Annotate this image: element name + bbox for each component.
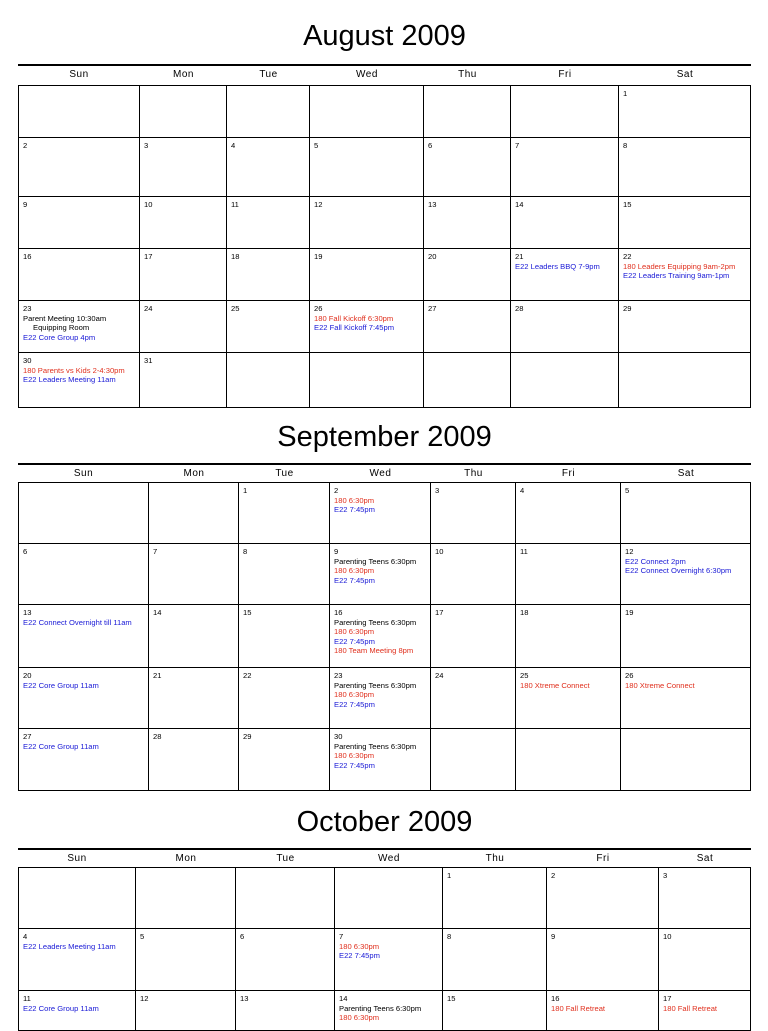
calendar-event[interactable]: 180 Fall Kickoff 6:30pm	[314, 313, 394, 323]
day-number: 16	[23, 252, 32, 261]
day-number: 8	[623, 141, 628, 150]
day-number: 4	[23, 932, 28, 941]
day-number: 1	[447, 871, 452, 880]
day-cell[interactable]	[335, 868, 443, 929]
day-number: 11	[231, 200, 239, 209]
calendar-event[interactable]: Equipping Room	[33, 323, 90, 333]
month-title: September 2009	[277, 421, 492, 453]
day-number: 13	[428, 200, 437, 209]
day-cell[interactable]	[149, 605, 239, 668]
day-cell[interactable]	[619, 86, 751, 138]
day-cell[interactable]	[19, 929, 136, 991]
day-number: 3	[144, 141, 149, 150]
day-number: 30	[23, 356, 32, 365]
day-cell[interactable]	[621, 483, 751, 544]
calendar-event[interactable]: E22 7:45pm	[334, 636, 375, 646]
calendar-event[interactable]: E22 7:45pm	[334, 575, 375, 585]
calendar-event[interactable]: 180 Fall Retreat	[551, 1003, 606, 1013]
day-cell[interactable]	[424, 197, 511, 249]
day-number: 11	[23, 994, 31, 1003]
day-number: 13	[23, 608, 32, 617]
week-row	[19, 197, 751, 249]
day-number: 26	[625, 671, 634, 680]
day-number: 24	[144, 304, 153, 313]
weekday-header	[18, 848, 751, 868]
day-cell[interactable]	[431, 729, 516, 791]
day-cell[interactable]	[140, 86, 227, 138]
weekday-label: Sat	[696, 853, 714, 864]
day-cell[interactable]	[19, 605, 149, 668]
calendar-event[interactable]: 180 6:30pm	[334, 566, 375, 576]
day-number: 7	[515, 141, 520, 150]
weekday-label: Sun	[73, 468, 94, 479]
weekday-label: Mon	[183, 468, 205, 479]
day-cell[interactable]	[140, 353, 227, 408]
day-cell[interactable]	[547, 991, 659, 1031]
day-number: 5	[314, 141, 319, 150]
calendar-event[interactable]: 180 6:30pm	[334, 627, 375, 637]
week-row	[19, 301, 751, 353]
calendar-event[interactable]: E22 7:45pm	[334, 699, 375, 709]
calendar-event[interactable]: E22 Core Group 4pm	[23, 332, 96, 342]
day-number: 1	[243, 486, 248, 495]
day-cell[interactable]	[236, 991, 335, 1031]
day-cell[interactable]	[136, 929, 236, 991]
calendar-month	[18, 22, 751, 407]
week-row	[19, 929, 751, 991]
day-number: 13	[240, 994, 249, 1003]
weekday-label: Thu	[464, 468, 483, 479]
day-cell[interactable]	[443, 991, 547, 1031]
day-number: 10	[663, 932, 672, 941]
day-number: 20	[23, 671, 32, 680]
calendar-grid	[18, 85, 751, 408]
day-cell[interactable]	[227, 197, 310, 249]
day-number: 2	[334, 486, 339, 495]
calendar-grid	[18, 482, 751, 791]
day-cell[interactable]	[547, 929, 659, 991]
day-number: 16	[334, 608, 343, 617]
day-number: 2	[23, 141, 28, 150]
weekday-label: Tue	[259, 69, 278, 80]
day-cell[interactable]	[239, 729, 330, 791]
day-cell[interactable]	[19, 483, 149, 544]
day-cell[interactable]	[310, 138, 424, 197]
day-number: 9	[23, 200, 28, 209]
calendar-event[interactable]: 180 6:30pm	[339, 1013, 380, 1023]
day-number: 18	[231, 252, 240, 261]
day-cell[interactable]	[239, 605, 330, 668]
calendar-event[interactable]: E22 Fall Kickoff 7:45pm	[314, 323, 395, 333]
day-cell[interactable]	[19, 138, 140, 197]
day-number: 17	[435, 608, 444, 617]
calendar-event[interactable]: E22 7:45pm	[334, 760, 375, 770]
week-row	[19, 544, 751, 605]
day-number: 24	[435, 671, 444, 680]
day-cell[interactable]	[19, 729, 149, 791]
day-cell[interactable]	[330, 668, 431, 729]
day-cell[interactable]	[140, 301, 227, 353]
day-cell[interactable]	[511, 197, 619, 249]
day-cell[interactable]	[516, 483, 621, 544]
day-number: 28	[153, 732, 162, 741]
weekday-label: Tue	[275, 468, 294, 479]
day-number: 9	[551, 932, 556, 941]
day-number: 25	[231, 304, 240, 313]
day-number: 5	[625, 486, 630, 495]
day-cell[interactable]	[431, 668, 516, 729]
day-cell[interactable]	[659, 929, 751, 991]
day-cell[interactable]	[516, 729, 621, 791]
weekday-label: Sun	[69, 69, 89, 80]
day-number: 6	[240, 932, 245, 941]
day-cell[interactable]	[239, 483, 330, 544]
calendar-event[interactable]: Parenting Teens 6:30pm	[334, 680, 417, 690]
day-cell[interactable]	[140, 249, 227, 301]
day-number: 1	[623, 89, 628, 98]
week-row	[19, 668, 751, 729]
day-cell[interactable]	[19, 668, 149, 729]
weekday-label: Thu	[458, 69, 477, 80]
day-number: 15	[447, 994, 456, 1003]
day-number: 27	[428, 304, 437, 313]
month-title: August 2009	[303, 20, 466, 52]
weekday-label: Tue	[276, 853, 295, 864]
calendar-event[interactable]: 180 Xtreme Connect	[520, 680, 590, 690]
calendar-event[interactable]: Parenting Teens 6:30pm	[334, 556, 417, 566]
day-cell[interactable]	[136, 991, 236, 1031]
week-row	[19, 729, 751, 791]
calendar-event[interactable]: E22 Leaders BBQ 7-9pm	[515, 261, 600, 271]
day-cell[interactable]	[19, 197, 140, 249]
day-number: 16	[551, 994, 560, 1003]
calendar-event[interactable]: Parent Meeting 10:30am	[23, 313, 107, 323]
day-cell[interactable]	[236, 868, 335, 929]
calendar-event[interactable]: 180 6:30pm	[339, 941, 380, 951]
weekday-label: Fri	[561, 468, 576, 479]
calendar-event[interactable]: Parenting Teens 6:30pm	[334, 617, 417, 627]
day-cell[interactable]	[621, 729, 751, 791]
day-cell[interactable]	[19, 301, 140, 353]
calendar-event[interactable]: 180 6:30pm	[334, 690, 375, 700]
day-cell[interactable]	[424, 249, 511, 301]
day-number: 7	[153, 547, 158, 556]
calendar-month	[18, 808, 751, 1030]
day-cell[interactable]	[310, 353, 424, 408]
day-number: 30	[334, 732, 343, 741]
week-row	[19, 138, 751, 197]
calendar-event[interactable]: E22 Core Group 11am	[23, 741, 99, 751]
day-number: 14	[153, 608, 162, 617]
day-cell[interactable]	[431, 544, 516, 605]
day-cell[interactable]	[431, 605, 516, 668]
calendar-event[interactable]: 180 Team Meeting 8pm	[334, 646, 414, 656]
day-cell[interactable]	[140, 197, 227, 249]
day-cell[interactable]	[424, 86, 511, 138]
calendar-event[interactable]: E22 Core Group 11am	[23, 1003, 99, 1013]
weekday-label: Sat	[677, 468, 695, 479]
week-row	[19, 86, 751, 138]
day-cell[interactable]	[227, 249, 310, 301]
weekday-label: Fri	[596, 853, 610, 864]
calendar-event[interactable]: 180 6:30pm	[334, 495, 375, 505]
calendar-event[interactable]: 180 Xtreme Connect	[625, 680, 695, 690]
day-cell[interactable]	[619, 249, 751, 301]
day-cell[interactable]	[511, 86, 619, 138]
day-number: 10	[144, 200, 153, 209]
day-cell[interactable]	[330, 605, 431, 668]
calendar-event[interactable]: E22 Connect Overnight till 11am	[23, 617, 132, 627]
calendar-month	[18, 423, 751, 790]
day-number: 3	[663, 871, 668, 880]
day-number: 14	[339, 994, 348, 1003]
day-cell[interactable]	[547, 868, 659, 929]
calendar-event[interactable]: 180 Leaders Equipping 9am-2pm	[623, 261, 736, 271]
weekday-label: Sat	[676, 69, 694, 80]
day-number: 10	[435, 547, 444, 556]
day-cell[interactable]	[140, 138, 227, 197]
day-cell[interactable]	[310, 249, 424, 301]
calendar-event[interactable]: 180 6:30pm	[334, 751, 375, 761]
day-cell[interactable]	[443, 929, 547, 991]
calendar-event[interactable]: E22 7:45pm	[339, 951, 380, 961]
day-cell[interactable]	[19, 544, 149, 605]
day-number: 9	[334, 547, 339, 556]
day-cell[interactable]	[424, 138, 511, 197]
day-number: 26	[314, 304, 323, 313]
day-cell[interactable]	[335, 991, 443, 1031]
day-cell[interactable]	[310, 197, 424, 249]
calendar-event[interactable]: E22 Core Group 11am	[23, 680, 99, 690]
day-number: 21	[515, 252, 524, 261]
day-cell[interactable]	[335, 929, 443, 991]
day-cell[interactable]	[511, 249, 619, 301]
week-row	[19, 868, 751, 929]
day-number: 23	[334, 671, 343, 680]
day-number: 3	[435, 486, 440, 495]
day-cell[interactable]	[516, 668, 621, 729]
day-cell[interactable]	[619, 138, 751, 197]
day-cell[interactable]	[227, 301, 310, 353]
day-cell[interactable]	[149, 729, 239, 791]
day-number: 19	[314, 252, 323, 261]
week-row	[19, 353, 751, 408]
day-cell[interactable]	[19, 249, 140, 301]
day-cell[interactable]	[19, 868, 136, 929]
week-row	[19, 483, 751, 544]
day-cell[interactable]	[330, 544, 431, 605]
day-cell[interactable]	[239, 544, 330, 605]
day-number: 6	[428, 141, 433, 150]
day-cell[interactable]	[236, 929, 335, 991]
day-cell[interactable]	[330, 729, 431, 791]
day-number: 22	[243, 671, 252, 680]
weekday-label: Thu	[485, 853, 505, 864]
day-number: 18	[520, 608, 529, 617]
day-cell[interactable]	[516, 605, 621, 668]
calendar-event[interactable]: E22 7:45pm	[334, 505, 375, 515]
day-cell[interactable]	[621, 605, 751, 668]
day-number: 19	[625, 608, 634, 617]
day-number: 17	[144, 252, 153, 261]
day-number: 11	[520, 547, 528, 556]
day-number: 2	[551, 871, 556, 880]
weekday-label: Sun	[67, 853, 87, 864]
day-number: 14	[515, 200, 524, 209]
day-cell[interactable]	[330, 483, 431, 544]
weekday-label: Wed	[369, 468, 392, 479]
day-cell[interactable]	[19, 86, 140, 138]
day-number: 20	[428, 252, 437, 261]
weekday-label: Wed	[356, 69, 378, 80]
calendar-event[interactable]: Parenting Teens 6:30pm	[339, 1003, 422, 1013]
calendar-event[interactable]: E22 Leaders Meeting 11am	[23, 941, 116, 951]
day-number: 31	[144, 356, 153, 365]
day-number: 15	[243, 608, 252, 617]
day-cell[interactable]	[619, 353, 751, 408]
weekday-header	[18, 463, 751, 483]
day-number: 5	[140, 932, 145, 941]
day-cell[interactable]	[424, 353, 511, 408]
day-number: 15	[623, 200, 632, 209]
day-number: 8	[447, 932, 452, 941]
day-cell[interactable]	[424, 301, 511, 353]
day-number: 29	[623, 304, 632, 313]
day-number: 4	[231, 141, 236, 150]
weekday-label: Mon	[173, 69, 194, 80]
day-cell[interactable]	[19, 991, 136, 1031]
calendar-event[interactable]: E22 Leaders Meeting 11am	[23, 375, 116, 385]
day-cell[interactable]	[511, 301, 619, 353]
calendar-event[interactable]: 180 Fall Retreat	[663, 1003, 718, 1013]
day-cell[interactable]	[511, 353, 619, 408]
day-cell[interactable]	[310, 86, 424, 138]
day-cell[interactable]	[516, 544, 621, 605]
day-number: 28	[515, 304, 524, 313]
day-cell[interactable]	[619, 197, 751, 249]
day-number: 4	[520, 486, 525, 495]
day-number: 23	[23, 304, 32, 313]
day-number: 29	[243, 732, 252, 741]
day-number: 6	[23, 547, 28, 556]
weekday-label: Fri	[558, 69, 572, 80]
month-title: October 2009	[296, 806, 473, 838]
day-number: 21	[153, 671, 162, 680]
day-cell[interactable]	[443, 868, 547, 929]
day-cell[interactable]	[149, 668, 239, 729]
day-cell[interactable]	[659, 991, 751, 1031]
day-cell[interactable]	[621, 544, 751, 605]
calendar-event[interactable]: E22 Connect 2pm	[625, 556, 686, 566]
day-cell[interactable]	[19, 353, 140, 408]
day-number: 27	[23, 732, 32, 741]
day-cell[interactable]	[511, 138, 619, 197]
day-cell[interactable]	[239, 668, 330, 729]
day-number: 22	[623, 252, 632, 261]
day-cell[interactable]	[431, 483, 516, 544]
day-cell[interactable]	[149, 483, 239, 544]
week-row	[19, 605, 751, 668]
week-row	[19, 249, 751, 301]
weekday-header	[18, 64, 751, 84]
day-cell[interactable]	[621, 668, 751, 729]
calendar-event[interactable]: E22 Leaders Training 9am-1pm	[623, 271, 730, 281]
week-row	[19, 991, 751, 1031]
day-number: 12	[625, 547, 634, 556]
day-cell[interactable]	[136, 868, 236, 929]
calendar-event[interactable]: 180 Parents vs Kids 2-4:30pm	[23, 365, 125, 375]
day-cell[interactable]	[227, 353, 310, 408]
day-cell[interactable]	[227, 86, 310, 138]
day-number: 17	[663, 994, 672, 1003]
day-number: 8	[243, 547, 248, 556]
day-cell[interactable]	[659, 868, 751, 929]
day-number: 12	[314, 200, 323, 209]
weekday-label: Mon	[175, 853, 197, 864]
calendar-grid	[18, 867, 751, 1031]
calendar-event[interactable]: Parenting Teens 6:30pm	[334, 741, 417, 751]
day-number: 12	[140, 994, 149, 1003]
day-cell[interactable]	[227, 138, 310, 197]
day-number: 25	[520, 671, 529, 680]
day-number: 7	[339, 932, 344, 941]
day-cell[interactable]	[149, 544, 239, 605]
weekday-label: Wed	[378, 853, 400, 864]
day-cell[interactable]	[310, 301, 424, 353]
calendar-event[interactable]: E22 Connect Overnight 6:30pm	[625, 566, 732, 576]
day-cell[interactable]	[619, 301, 751, 353]
